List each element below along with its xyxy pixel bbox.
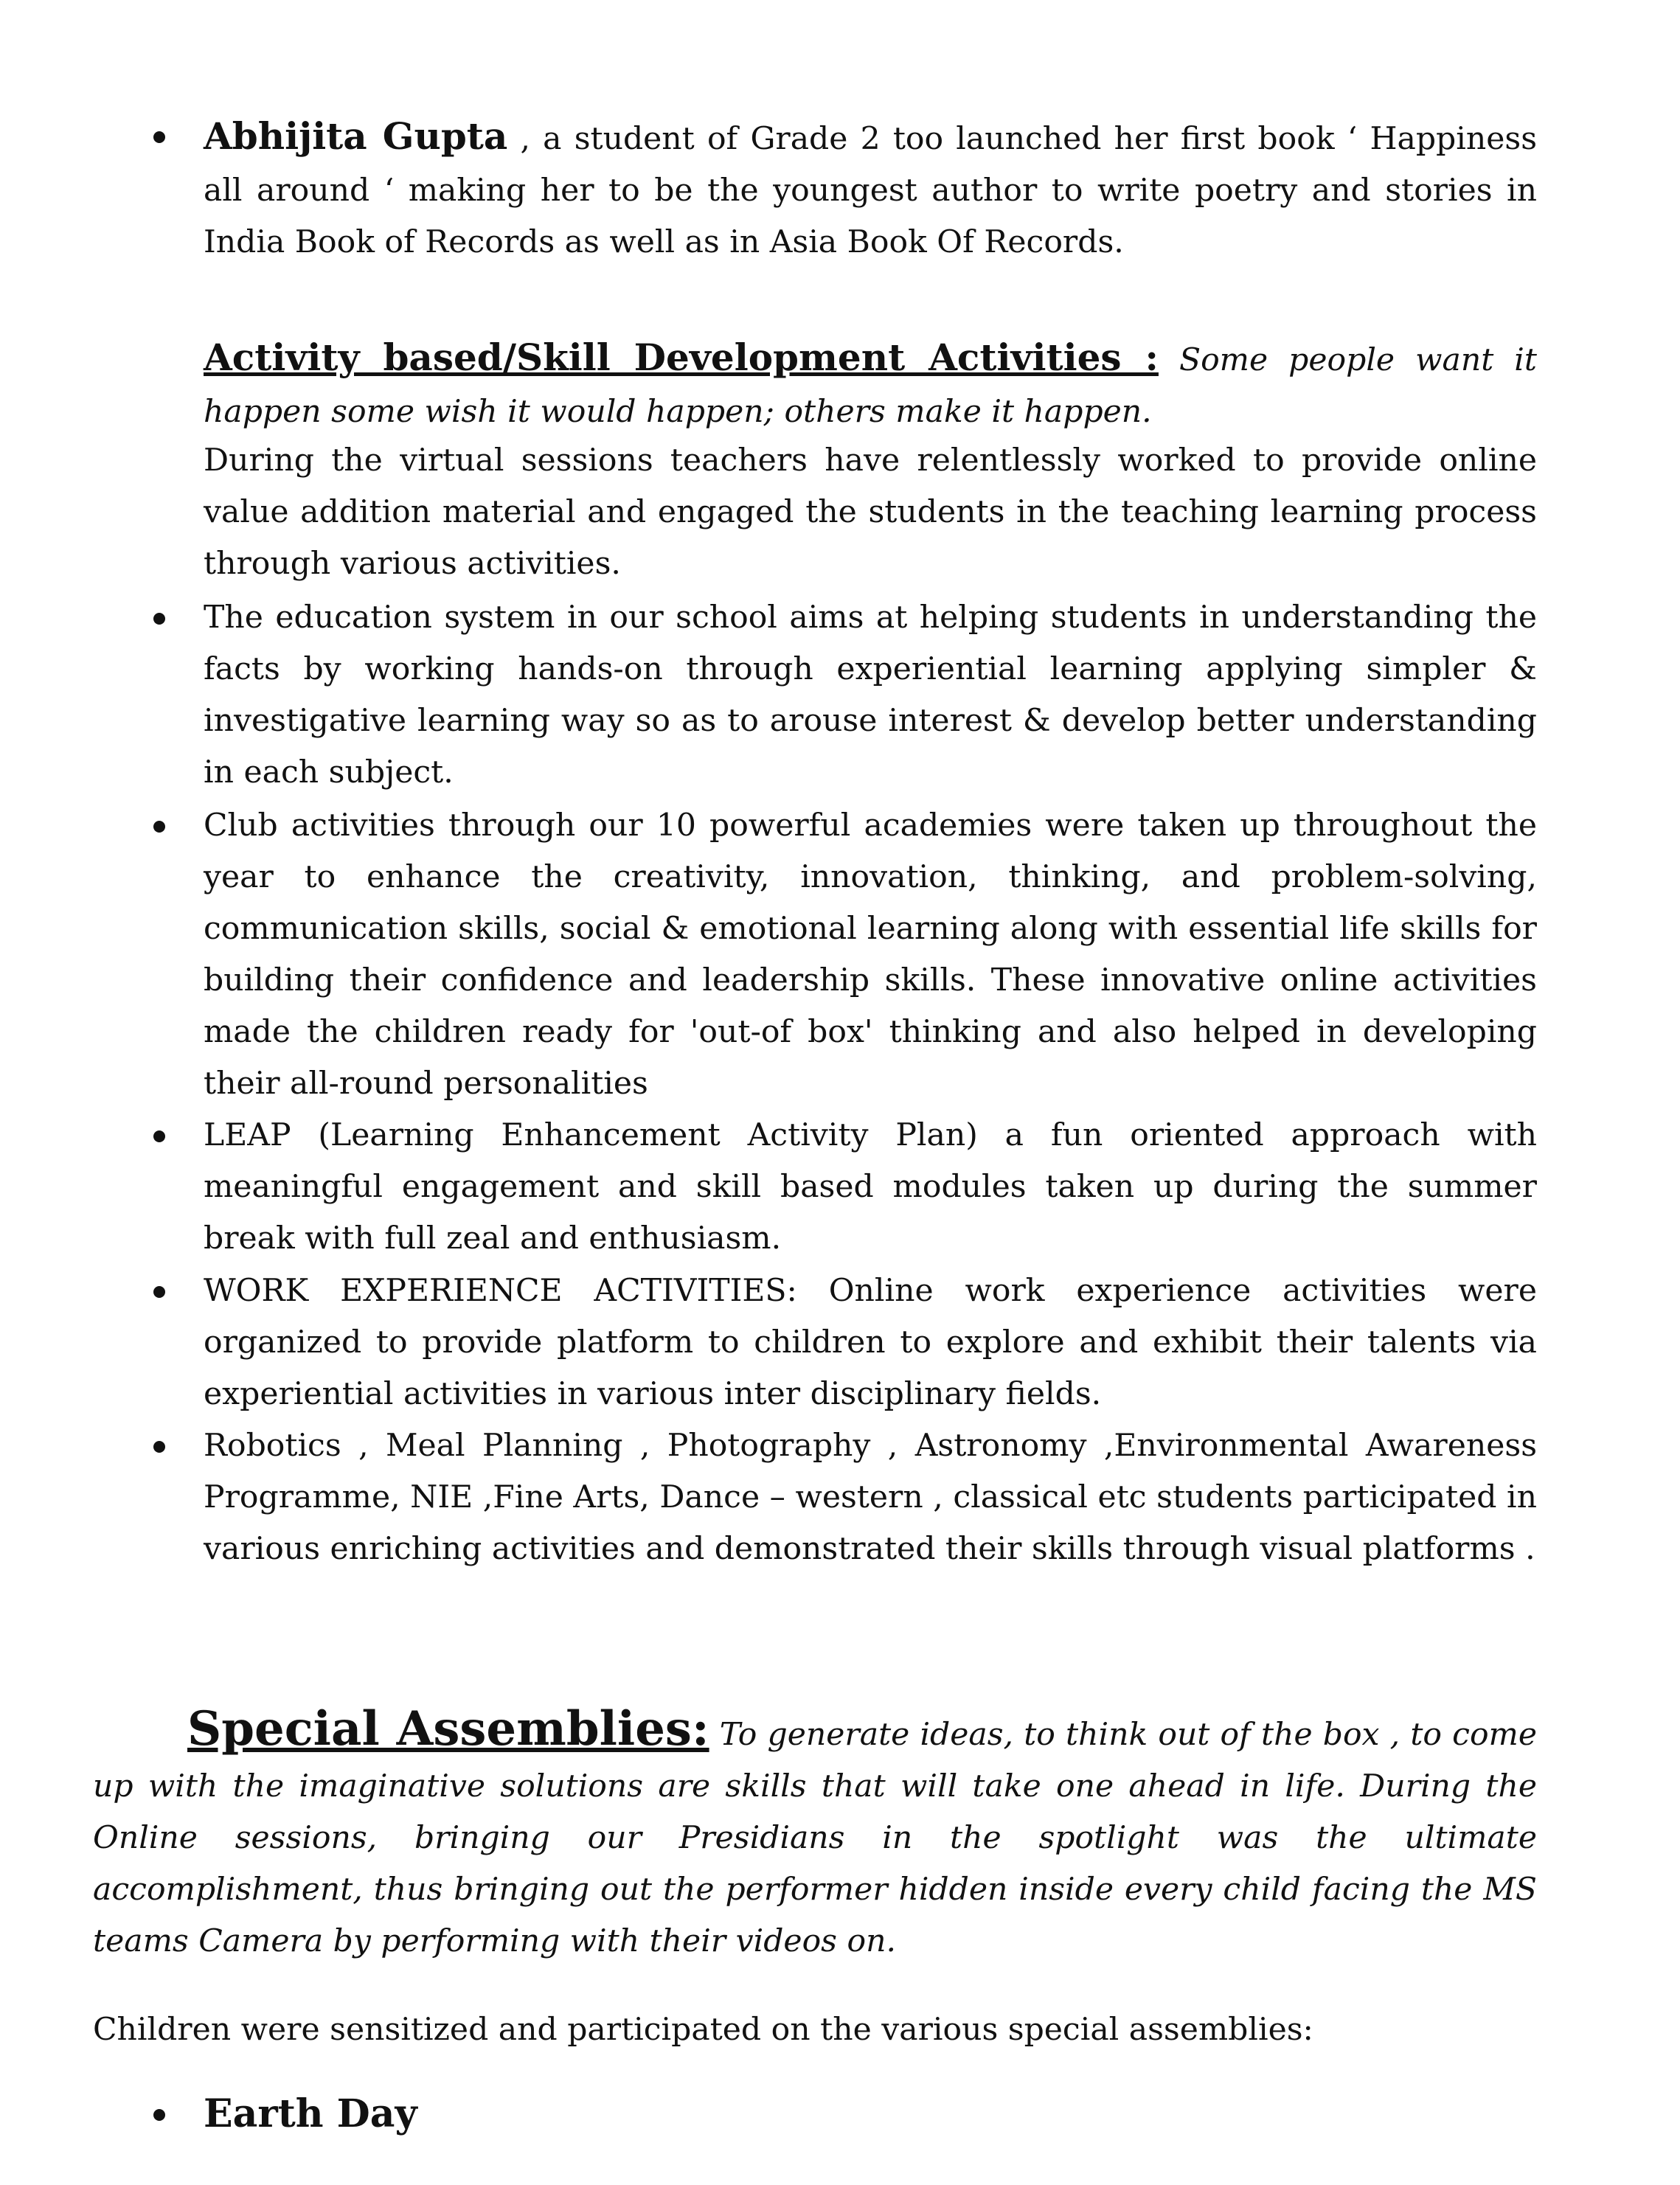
activity-intro: During the virtual sessions teachers have relentlessly worked to provide online value addition material and engaged the students in the teaching learning process through various activities.: [204, 442, 1537, 582]
bullet-leap: LEAP (Learning Enhancement Activity Plan) a fun oriented approach with meaningful engagement and skill based modules taken up during the summer break with full zeal and enthusiasm.: [204, 1110, 1537, 1265]
bullet-robotics: Robotics , Meal Planning , Photography , Astronomy ,Environmental Awareness Programme, NIE ,Fine Arts, Dance – western , classical etc students participated in various enriching activities and demonstrated their skills through visual platforms .: [204, 1420, 1537, 1575]
activity-quote: Some people want it happen some wish it would happen; others make it happen.: [204, 342, 1537, 430]
bullet-work-experience: WORK EXPERIENCE ACTIVITIES: Online work experience activities were organized to provide platform to children to explore and exhibit their talents via experiential activities in various inter disciplinary fields.: [204, 1265, 1537, 1420]
bullet-education-system: The education system in our school aims at helping students in understanding the facts by working hands-on through experiential learning applying simpler & investigative learning way so as to arouse interest & develop better understanding in each subject.: [204, 592, 1537, 799]
activity-section: [204, 332, 1537, 438]
special-assemblies-section: [93, 1703, 1537, 1967]
activity-heading: Activity based/Skill Development Activities :: [204, 336, 1159, 379]
bullet-club-activities: Club activities through our 10 powerful academies were taken up throughout the year to enhance the creativity, innovation, thinking, and problem-solving, communication skills, social & emotional learning along with essential life skills for building their confidence and leadership skills. These innovative online activities made the children ready for 'out-of box' thinking and also helped in developing their all-round personalities: [204, 800, 1537, 1110]
bullet-earth-day: [204, 2088, 1537, 2143]
bullet-abhijita-text: , a student of Grade 2 too launched her first book ‘ Happiness all around ‘ making her to be the youngest author to write poetry and stories in India Book of Records as well as in Asia Book Of Records.: [204, 121, 1538, 260]
special-assemblies-heading: Special Assemblies:: [187, 1701, 709, 1757]
special-assemblies-text: To generate ideas, to think out of the box , to come up with the imaginative solutions are skills that will take one ahead in life. During the Online sessions, bringing our Presidians in the spotlight was the ultimate accomplishment, thus bringing out the performer hidden inside every child facing the MS teams Camera by performing with their videos on.: [93, 1717, 1538, 1959]
children-sensitized-line: Children were sensitized and participated on the various special assemblies:: [93, 2012, 1313, 2048]
student-name: Abhijita Gupta: [204, 114, 508, 158]
bullet-abhijita: [204, 111, 1537, 268]
earth-day-label: Earth Day: [204, 2091, 417, 2136]
